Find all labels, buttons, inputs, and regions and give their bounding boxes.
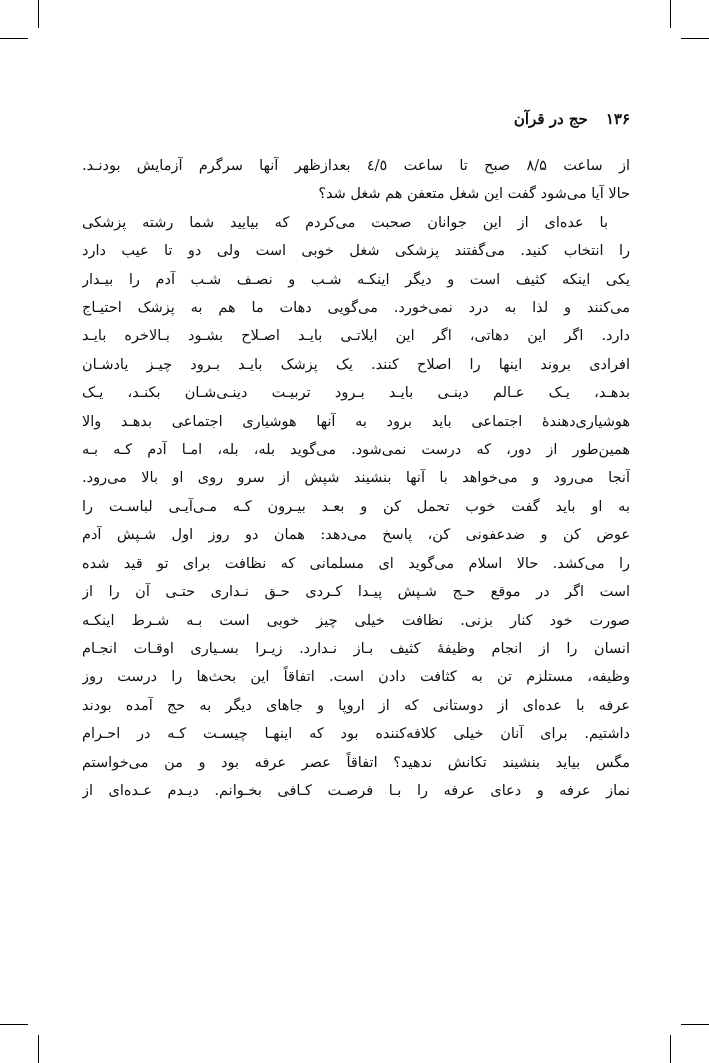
crop-mark-bottom-right-vertical	[670, 1035, 671, 1063]
text-line: انسان را از انجام وظیفهٔ کثیف بـاز نـدارد. زیـرا بسـیاری اوقـات انجـام	[82, 640, 630, 657]
crop-mark-top-right-horizontal	[681, 38, 709, 39]
crop-mark-bottom-left-horizontal	[0, 1024, 28, 1025]
text-line: همین‌طور از دور، که درست نمی‌شود. می‌گوید بله، بله، امـا آدم کـه بـه	[82, 442, 630, 459]
text-line: یکی اینکه کثیف است و دیگر اینکـه شـب و نصـف شـب آدم را بیـدار	[82, 271, 630, 288]
text-line: صورت خود کنار بزنی. نظافت خیلی چیز خوبی است بـه شـرط اینکـه	[82, 612, 630, 629]
crop-mark-bottom-right-horizontal	[681, 1024, 709, 1025]
text-line: عوض کن و ضدعفونی کن، پاسخ می‌دهد: همان دو روز اول شـپش آدم	[82, 527, 630, 544]
text-line: داشتیم. برای آنان خیلی کلافه‌کننده بود که اینهـا چیسـت کـه در احـرام	[82, 726, 630, 743]
text-line: را می‌کشد. حالا اسلام می‌گوید ای مسلمانی که نظافت برای تو قید شده	[82, 555, 630, 572]
book-page	[82, 110, 630, 805]
text-line: هوشیاری‌دهندهٔ اجتماعی باید برود به آنها هوشیاری اجتماعی بدهـد والا	[82, 413, 630, 430]
page-number: ۱۳۶	[605, 110, 630, 128]
text-line: بدهـد، یـک عـالم دینـی بایـد بـرود تربیـت دینـی‌شـان بکنـد، یـک	[82, 385, 630, 402]
text-line: به او باید گفت خوب تحمل کن و بعـد بیـرون کـه مـی‌آیـی لباسـت را	[82, 498, 630, 515]
crop-mark-top-left-horizontal	[0, 38, 28, 39]
text-line: است اگر در موقع حـج شـپش پیـدا کـردی حـق نـداری حتـی آن را از	[82, 584, 630, 601]
text-line: حالا آیا می‌شود گفت این شغل متعفن هم شغل شد؟	[318, 186, 630, 203]
text-line: آنجا می‌رود و می‌خواهد با آنها بنشیند شپش از سرو روی او بالا می‌رود.	[82, 470, 630, 487]
body-text	[82, 152, 630, 805]
text-line: نماز عرفه و دعای عرفه را بـا فرصـت کـافی بخـوانم. دیـدم عـده‌ای از	[82, 782, 630, 799]
text-line: وظیفه، مستلزم تن به کثافت دادن است. اتفاقاً این بحث‌ها را درست روز	[82, 669, 630, 686]
crop-mark-bottom-left-vertical	[38, 1035, 39, 1063]
crop-mark-top-left-vertical	[38, 0, 39, 28]
text-line: افرادی بروند اینها را اصلاح کنند. یک پزشک بایـد بـرود چیـز یادشـان	[82, 356, 630, 373]
text-line: را انتخاب کنید. می‌گفتند پزشکی شغل خوبی است ولی دو تا عیب دارد	[82, 243, 630, 260]
book-title: حج در قرآن	[513, 110, 588, 128]
text-line: عرفه با عده‌ای از دوستانی که از اروپا و جاهای دیگر به حج آمده بودند	[82, 697, 630, 714]
text-line: می‌کنند و لذا به درد نمی‌خورد. می‌گویی دهات ما هم به پزشک احتیـاج	[82, 300, 630, 317]
text-line: با عده‌ای از این جوانان صحبت می‌کردم که بیایید شما رشته پزشکی	[82, 214, 608, 231]
running-head	[82, 110, 630, 144]
text-line: مگس بیاید بنشیند تکانش ندهید؟ اتفاقاً عصر عرفه بود و من می‌خواستم	[82, 754, 630, 771]
crop-mark-top-right-vertical	[670, 0, 671, 28]
text-line: دارد. اگر این دهاتی، اگر این ایلاتـی بایـد اصـلاح بشـود بـالاخره بایـد	[82, 328, 630, 345]
text-line: از ساعت ۸/۵ صبح تا ساعت ٤/٥ بعدازظهر آنها سرگرم آزمایش بودنـد.	[82, 158, 630, 174]
